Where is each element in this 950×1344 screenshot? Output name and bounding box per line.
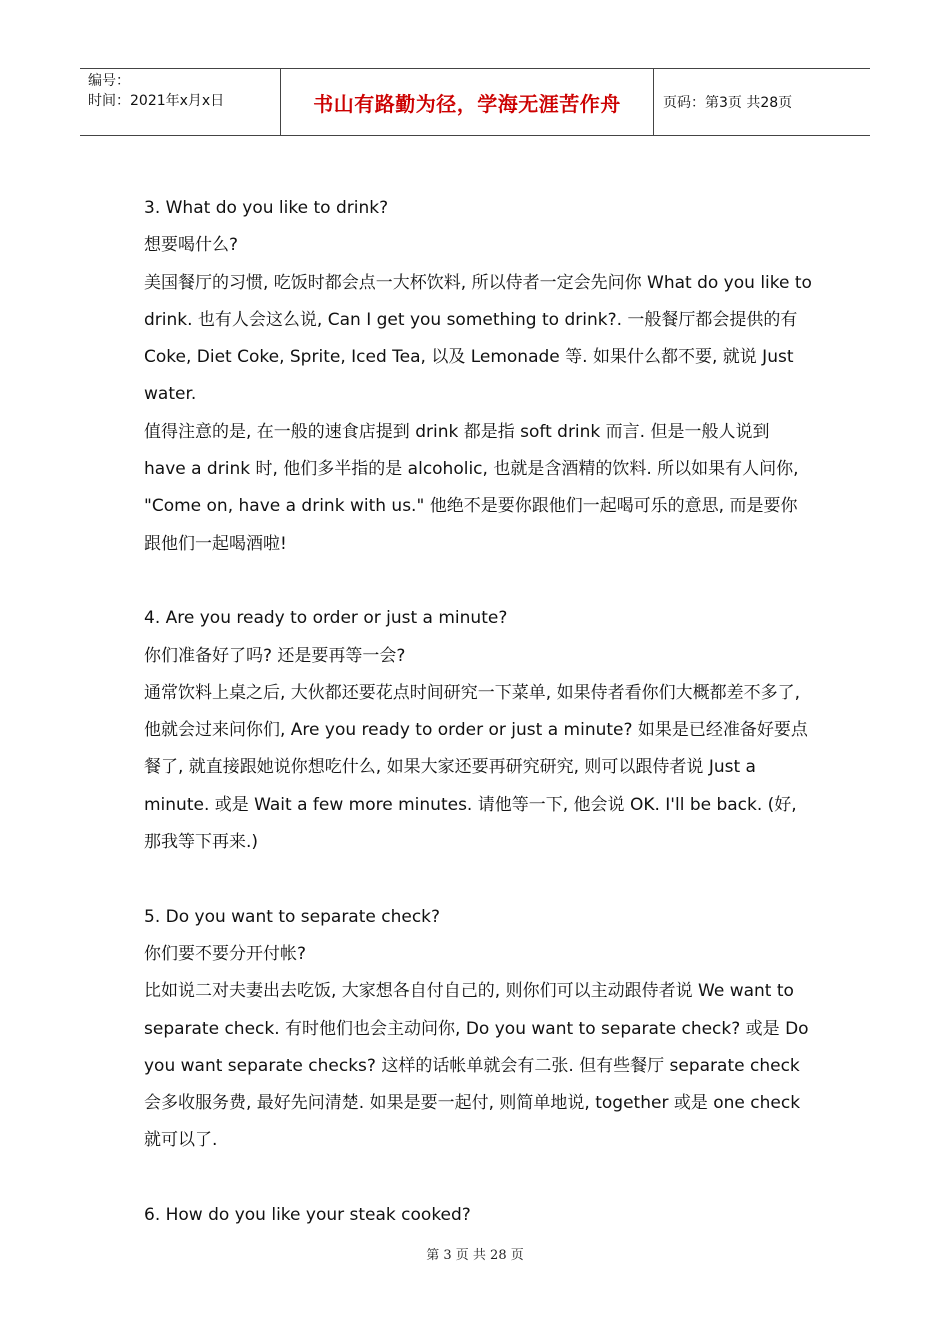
- document-body: [144, 190, 814, 1272]
- paragraph: 比如说二对夫妻出去吃饭, 大家想各自付自己的, 则你们可以主动跟侍者说 We want to separate check. 有时他们也会主动问你, Do you want to separate check? 或是 Do you want separate checks? 这样的话帐单就会有二张. 但有些餐厅 separate check 会多收服务费, 最好先问清楚. 如果是要一起付, 则简单地说, together 或是 one check 就可以了.: [144, 981, 809, 1151]
- section-6: [144, 1197, 814, 1234]
- section-heading: 4. Are you ready to order or just a minute?: [144, 608, 508, 629]
- header-page-info: 页码：第3页 共28页: [663, 95, 793, 111]
- header-motto: 书山有路勤为径，学海无涯苦作舟: [281, 69, 654, 135]
- section-3: [144, 190, 814, 563]
- section-heading: 5. Do you want to separate check?: [144, 906, 441, 927]
- header-meta: [80, 69, 281, 135]
- section-subheading: 想要喝什么?: [144, 235, 239, 256]
- date-label: 时间：2021年x月x日: [88, 93, 225, 109]
- paragraph: 值得注意的是, 在一般的速食店提到 drink 都是指 soft drink 而言. 但是一般人说到 have a drink 时, 他们多半指的是 alcoholic, 也就是含酒精的饮料. 所以如果有人问你, "Come on, have a drink with us." 他绝不是要你跟他们一起喝可乐的意思, 而是要你跟他们一起喝酒啦!: [144, 421, 799, 554]
- section-heading: 6. How do you like your steak cooked?: [144, 1205, 471, 1226]
- page-footer: 第 3 页 共 28 页: [426, 1248, 524, 1263]
- paragraph: 美国餐厅的习惯, 吃饭时都会点一大杯饮料, 所以侍者一定会先问你 What do you like to drink. 也有人会这么说, Can I get you something to drink?. 一般餐厅都会提供的有 Coke, Diet Coke, Sprite, Iced Tea, 以及 Lemonade 等. 如果什么都不要, 就说 Just water.: [144, 272, 812, 405]
- section-heading: 3. What do you like to drink?: [144, 198, 389, 218]
- paragraph: 通常饮料上桌之后, 大伙都还要花点时间研究一下菜单, 如果侍者看你们大概都差不多了, 他就会过来问你们, Are you ready to order or just a minute? 如果是已经准备好要点餐了, 就直接跟她说你想吃什么, 如果大家还要再研究研究, 则可以跟侍者说 Just a minute. 或是 Wait a few more minutes. 请他等一下, 他会说 OK. I'll be back. (好, 那我等下再来.): [144, 682, 808, 853]
- page-header: [80, 68, 870, 136]
- section-5: [144, 899, 814, 1160]
- section-subheading: 你们准备好了吗? 还是要再等一会?: [144, 645, 406, 666]
- section-4: [144, 600, 814, 861]
- section-subheading: 你们要不要分开付帐?: [144, 943, 307, 964]
- number-label: 编号：: [88, 73, 130, 89]
